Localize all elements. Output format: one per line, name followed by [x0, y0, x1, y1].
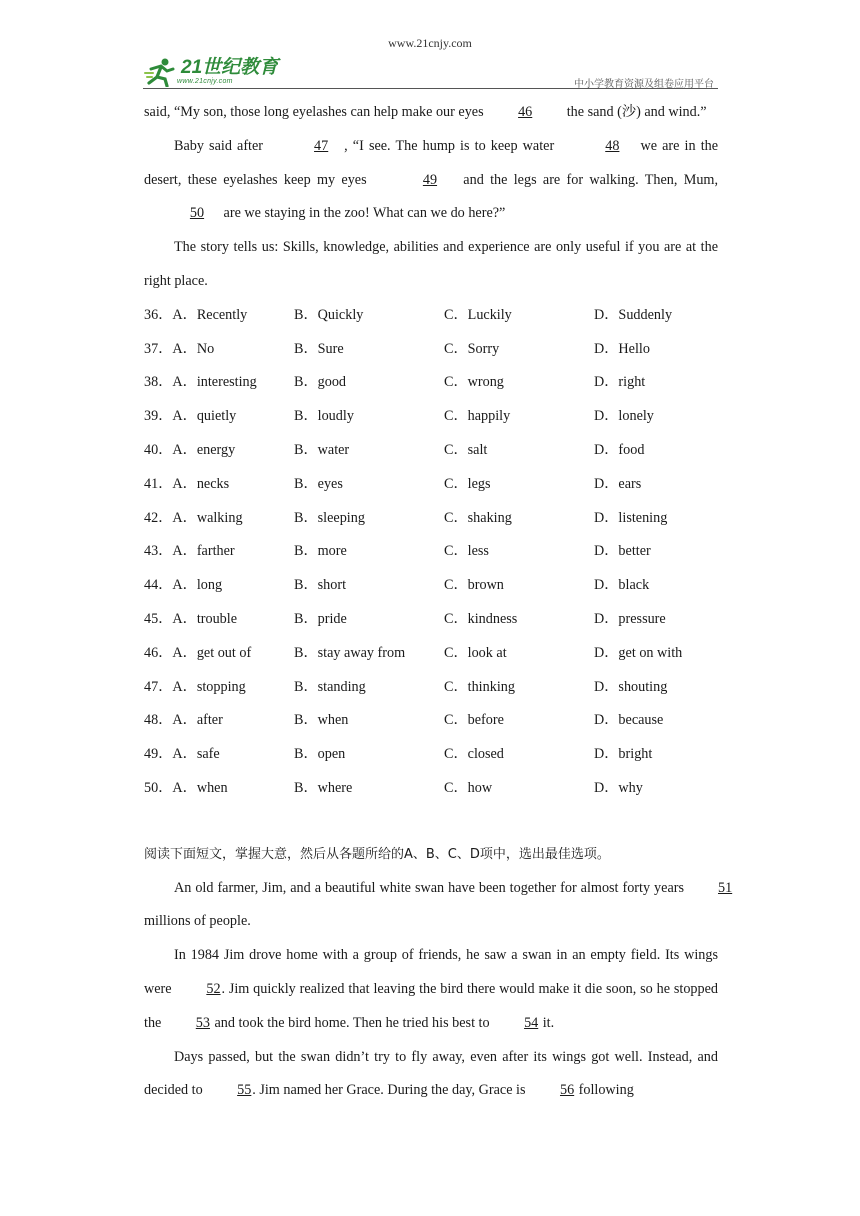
text: it.	[542, 1014, 555, 1031]
platform-label: 中小学教育资源及组卷应用平台	[574, 79, 714, 90]
blank-46: 46	[518, 104, 533, 120]
site-logo	[143, 54, 278, 90]
blank-56: 56	[559, 1082, 575, 1099]
option-a-text: A．necks	[172, 475, 230, 492]
runner-logo-icon	[143, 57, 177, 87]
question-number: 36．	[144, 306, 173, 323]
blank-52: 52	[206, 980, 221, 997]
option-c: C．thinking	[444, 678, 515, 695]
option-a-text: A．trouble	[172, 610, 238, 627]
blank-49: 49	[422, 171, 438, 188]
logo-subtext: www.21cnjy.com	[177, 78, 233, 85]
option-b: B．open	[294, 746, 346, 763]
option-c: C．salt	[444, 441, 488, 458]
option-c: C．Sorry	[444, 340, 500, 357]
option-b: B．eyes	[294, 475, 343, 492]
text: the sand (沙) and wind.”	[566, 104, 707, 120]
option-d: D．Hello	[594, 340, 650, 357]
option-c: C．how	[444, 779, 493, 796]
option-a	[144, 569, 294, 603]
question-number: 50．	[144, 779, 173, 796]
option-a-text: A．long	[172, 577, 223, 594]
question-row	[144, 468, 718, 502]
question-row	[144, 671, 718, 705]
question-row	[144, 704, 718, 738]
question-row	[144, 535, 718, 569]
question-number: 46．	[144, 644, 173, 661]
logo-text: 21世纪教育	[181, 57, 279, 78]
passage1-para3: The story tells us: Skills, knowledge, abilities and experience are only useful if you are at the right place.	[144, 239, 718, 289]
option-d: D．right	[594, 374, 646, 391]
option-c: C．kindness	[444, 610, 518, 627]
blank-50: 50	[189, 205, 205, 222]
option-d: D．listening	[594, 509, 668, 526]
option-a-text: A．interesting	[172, 374, 257, 391]
option-b: B．stay away from	[294, 644, 406, 661]
option-b: B．loudly	[294, 408, 354, 425]
question-number: 43．	[144, 543, 173, 560]
option-a-text: A．energy	[172, 441, 236, 458]
option-a-text: A．Recently	[172, 306, 248, 323]
option-b: B．where	[294, 779, 353, 796]
text: following	[578, 1082, 634, 1099]
option-c: C．closed	[444, 746, 504, 763]
text: said, “My son, those long eyelashes can help make our eyes	[144, 104, 484, 120]
text: Baby said after	[174, 137, 264, 154]
text: . Jim named her Grace. During the day, Grace is	[252, 1082, 526, 1099]
option-a-text: A．after	[172, 712, 223, 729]
option-a-text: A．quietly	[172, 408, 237, 425]
blank-51: 51	[718, 879, 733, 896]
option-d: D．ears	[594, 475, 642, 492]
option-b: B．pride	[294, 610, 347, 627]
option-d: D．food	[594, 441, 645, 458]
option-a-text: A．farther	[172, 543, 235, 560]
question-row	[144, 502, 718, 536]
option-b: B．good	[294, 374, 347, 391]
header-divider	[143, 88, 718, 89]
blank-53: 53	[195, 1014, 210, 1031]
option-d: D．get on with	[594, 644, 683, 661]
option-a-text: A．No	[172, 340, 215, 357]
text: we are in the desert, these eyelashes keep my eyes	[144, 137, 719, 188]
option-c: C．legs	[444, 475, 491, 492]
question-number: 39．	[144, 408, 173, 425]
question-number: 37．	[144, 340, 173, 357]
question-row	[144, 569, 718, 603]
document-body	[144, 96, 733, 1108]
option-a	[144, 772, 294, 806]
text: and the legs are for walking. Then, Mum,	[463, 171, 719, 188]
option-d: D．shouting	[594, 678, 668, 695]
passage1-para1	[144, 96, 718, 130]
option-b: B．short	[294, 577, 347, 594]
option-a-text: A．when	[172, 779, 228, 796]
option-a	[144, 299, 294, 333]
question-number: 42．	[144, 509, 173, 526]
question-row	[144, 603, 718, 637]
option-a	[144, 637, 294, 671]
blank-48: 48	[605, 137, 620, 154]
question-number: 49．	[144, 746, 173, 763]
question-row	[144, 400, 718, 434]
question-number: 38．	[144, 374, 173, 391]
option-c: C．wrong	[444, 374, 504, 391]
passage1-para2	[144, 130, 718, 231]
question-row	[144, 738, 718, 772]
question-number: 44．	[144, 577, 173, 594]
option-b: B．Quickly	[294, 306, 364, 323]
text: and took the bird home. Then he tried his best to	[214, 1014, 490, 1031]
option-c: C．before	[444, 712, 504, 729]
option-c: C．happily	[444, 408, 511, 425]
option-d: D．because	[594, 712, 664, 729]
option-a	[144, 603, 294, 637]
option-a	[144, 468, 294, 502]
passage2-para1	[144, 872, 733, 940]
option-a	[144, 704, 294, 738]
option-c: C．brown	[444, 577, 504, 594]
question-number: 47．	[144, 678, 173, 695]
option-a-text: A．get out of	[172, 644, 252, 661]
instruction: 阅读下面短文，掌握大意，然后从各题所给的A、B、C、D项中，选出最佳选项。	[144, 846, 610, 862]
option-a-text: A．walking	[172, 509, 243, 526]
option-b: B．when	[294, 712, 349, 729]
question-row	[144, 637, 718, 671]
option-a-text: A．stopping	[172, 678, 246, 695]
blank-54: 54	[524, 1014, 539, 1031]
option-c: C．less	[444, 543, 489, 560]
option-d: D．better	[594, 543, 651, 560]
header-url: www.21cnjy.com	[388, 36, 472, 50]
option-d: D．pressure	[594, 610, 666, 627]
question-row	[144, 366, 718, 400]
option-a	[144, 434, 294, 468]
option-b: B．water	[294, 441, 350, 458]
option-a-text: A．safe	[172, 746, 220, 763]
question-row	[144, 772, 718, 806]
option-c: C．shaking	[444, 509, 512, 526]
question-row	[144, 299, 718, 333]
passage2-para3	[144, 1041, 718, 1109]
option-c: C．Luckily	[444, 306, 512, 323]
option-d: D．lonely	[594, 408, 654, 425]
question-number: 48．	[144, 712, 173, 729]
text: , “I see. The hump is to keep water	[344, 137, 555, 154]
option-a	[144, 333, 294, 367]
option-b: B．standing	[294, 678, 366, 695]
blank-55: 55	[237, 1082, 252, 1099]
option-c: C．look at	[444, 644, 507, 661]
option-d: D．bright	[594, 746, 653, 763]
option-b: B．Sure	[294, 340, 344, 357]
text: . Jim quickly realized that leaving the bird there would make it die soon, so he stopped the	[144, 980, 719, 1031]
text: Days passed, but the swan didn’t try to fly away, even after its wings got well. Instead, and decided to	[144, 1048, 718, 1099]
question-number: 45．	[144, 610, 173, 627]
text: millions of people.	[144, 913, 251, 930]
option-a	[144, 366, 294, 400]
option-a	[144, 738, 294, 772]
option-a	[144, 671, 294, 705]
option-b: B．sleeping	[294, 509, 365, 526]
option-d: D．Suddenly	[594, 306, 673, 323]
option-d: D．why	[594, 779, 643, 796]
text: In 1984 Jim drove home with a group of friends, he saw a swan in an empty field. Its wings were	[144, 947, 718, 997]
text: An old farmer, Jim, and a beautiful white swan have been together for almost forty years	[174, 879, 684, 896]
question-row	[144, 333, 718, 367]
option-a	[144, 535, 294, 569]
blank-47: 47	[314, 137, 329, 154]
option-b: B．more	[294, 543, 347, 560]
question-number: 41．	[144, 475, 173, 492]
option-d: D．black	[594, 577, 650, 594]
options-list	[144, 299, 718, 806]
passage2-para2	[144, 939, 718, 1040]
option-a	[144, 400, 294, 434]
question-number: 40．	[144, 441, 173, 458]
text: are we staying in the zoo! What can we do here?”	[223, 205, 506, 222]
question-row	[144, 434, 718, 468]
option-a	[144, 502, 294, 536]
